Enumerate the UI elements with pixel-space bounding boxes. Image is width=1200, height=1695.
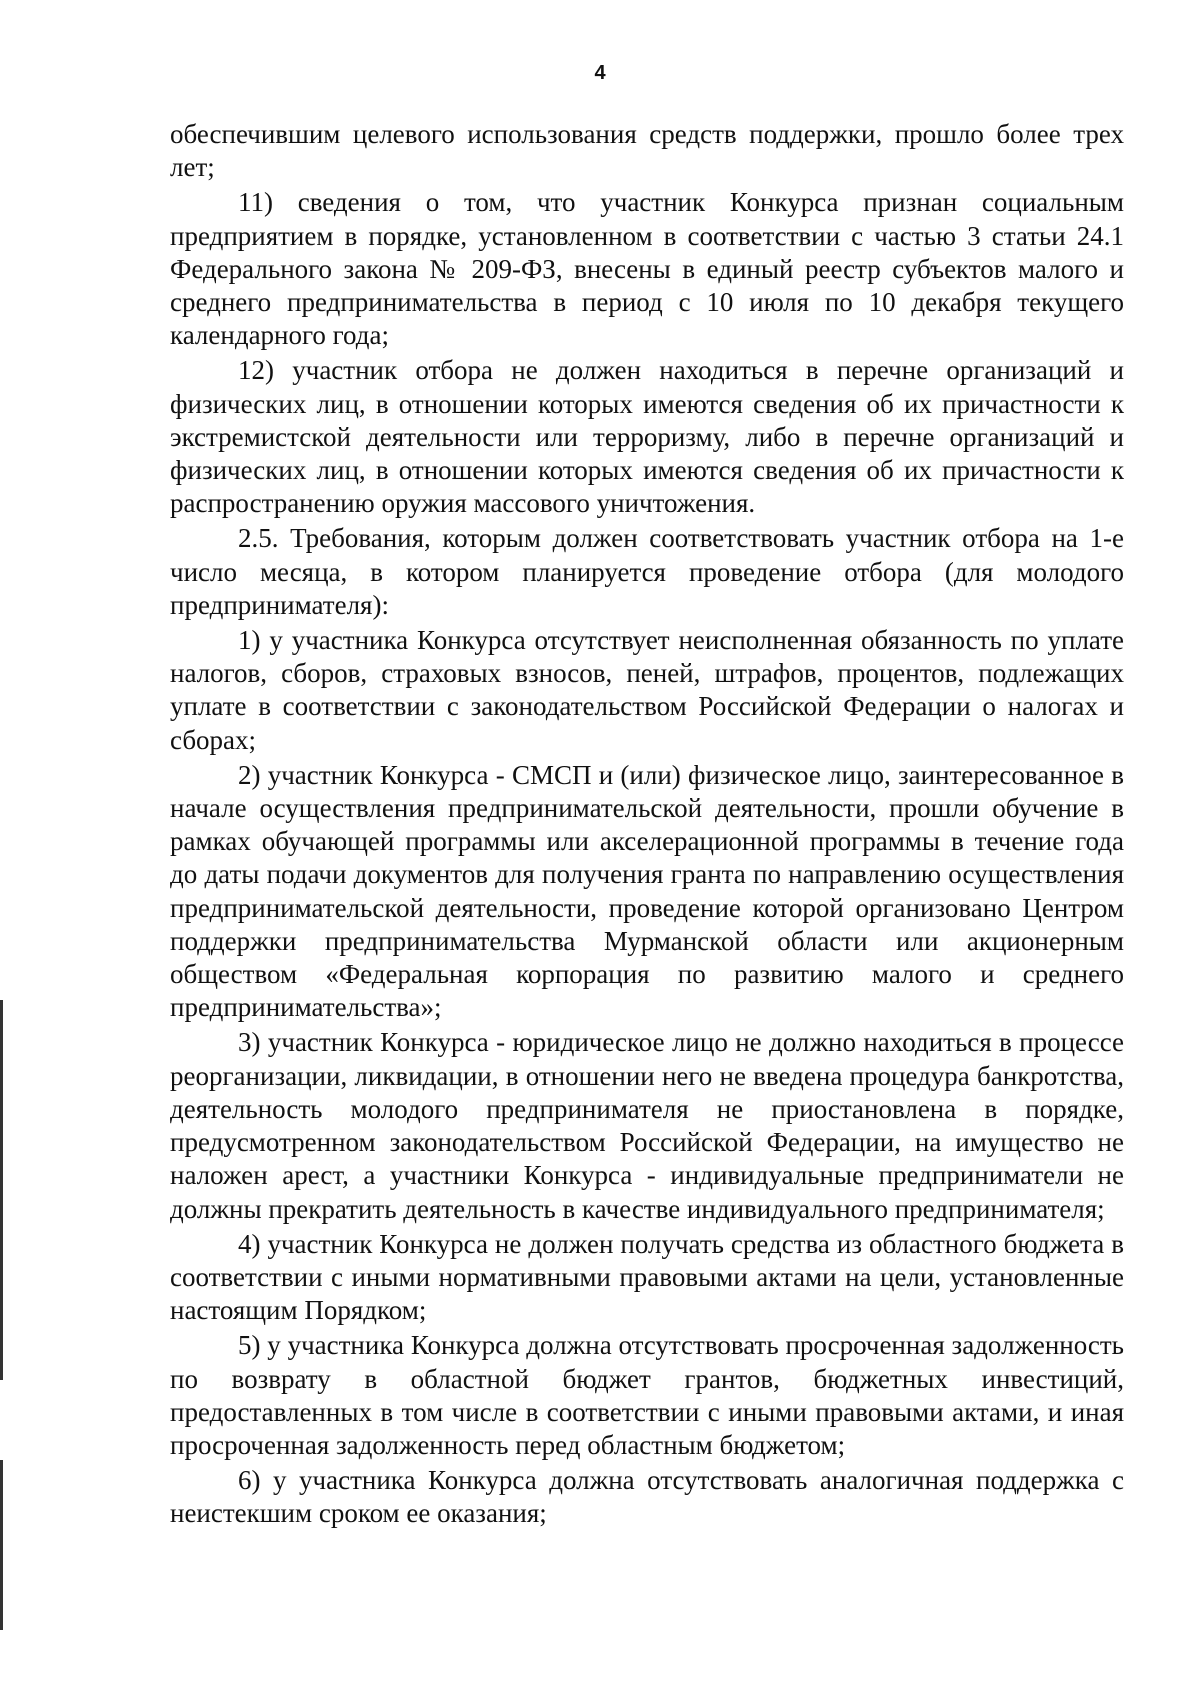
scan-edge-mark	[0, 1000, 3, 1380]
document-body	[170, 118, 1124, 1533]
page-number: 4	[594, 62, 606, 84]
paragraph-item-4: 4) участник Конкурса не должен получать средства из областного бюджета в соответствии с иными нормативными правовыми актами на цели, установленные настоящим Порядком;	[170, 1228, 1124, 1326]
paragraph-item-1: 1) у участника Конкурса отсутствует неисполненная обязанность по уплате налогов, сборов, страховых взносов, пеней, штрафов, процентов, подлежащих уплате в соответствии с законодательством Российской Федерации о налогах и сборах;	[170, 625, 1124, 755]
paragraph-item-11: 11) сведения о том, что участник Конкурса признан социальным предприятием в порядке, установленном в соответствии с частью 3 статьи 24.1 Федерального закона № 209-ФЗ, внесены в единый реестр субъектов малого и среднего предпринимательства в период с 10 июля по 10 декабря текущего календарного года;	[170, 187, 1124, 351]
paragraph-item-5: 5) у участника Конкурса должна отсутствовать просроченная задолженность по возврату в областной бюджет грантов, бюджетных инвестиций, предоставленных в том числе в соответствии с иными правовыми актами, и иная просроченная задолженность перед областным бюджетом;	[170, 1330, 1124, 1460]
paragraph-item-12: 12) участник отбора не должен находиться в перечне организаций и физических лиц, в отношении которых имеются сведения об их причастности к экстремистской деятельности или терроризму, либо в перечне организаций и физических лиц, в отношении которых имеются сведения об их причастности к распространению оружия массового уничтожения.	[170, 355, 1124, 519]
paragraph-section-2-5: 2.5. Требования, которым должен соответствовать участник отбора на 1-е число месяца, в котором планируется проведение отбора (для молодого предпринимателя):	[170, 523, 1124, 620]
paragraph-item-2: 2) участник Конкурса - СМСП и (или) физическое лицо, заинтересованное в начале осуществления предпринимательской деятельности, прошли обучение в рамках обучающей программы или акселерационной программы в течение года до даты подачи документов для получения гранта по направлению осуществления предпринимательской деятельности, проведение которой организовано Центром поддержки предпринимательства Мурманской области или акционерным обществом «Федеральная корпорация по развитию малого и среднего предпринимательства»;	[170, 759, 1124, 1023]
scan-edge-mark-lower	[0, 1460, 3, 1630]
paragraph-item-3: 3) участник Конкурса - юридическое лицо не должно находиться в процессе реорганизации, ликвидации, в отношении него не введена процедура банкротства, деятельность молодого предпринимателя не приостановлена в порядке, предусмотренном законодательством Российской Федерации, на имущество не наложен арест, а участники Конкурса - индивидуальные предприниматели не должны прекратить деятельность в качестве индивидуального предпринимателя;	[170, 1027, 1124, 1224]
paragraph-item-6: 6) у участника Конкурса должна отсутствовать аналогичная поддержка с неистекшим сроком ее оказания;	[170, 1465, 1124, 1529]
paragraph-continuation: обеспечившим целевого использования средств поддержки, прошло более трех лет;	[170, 119, 1124, 183]
